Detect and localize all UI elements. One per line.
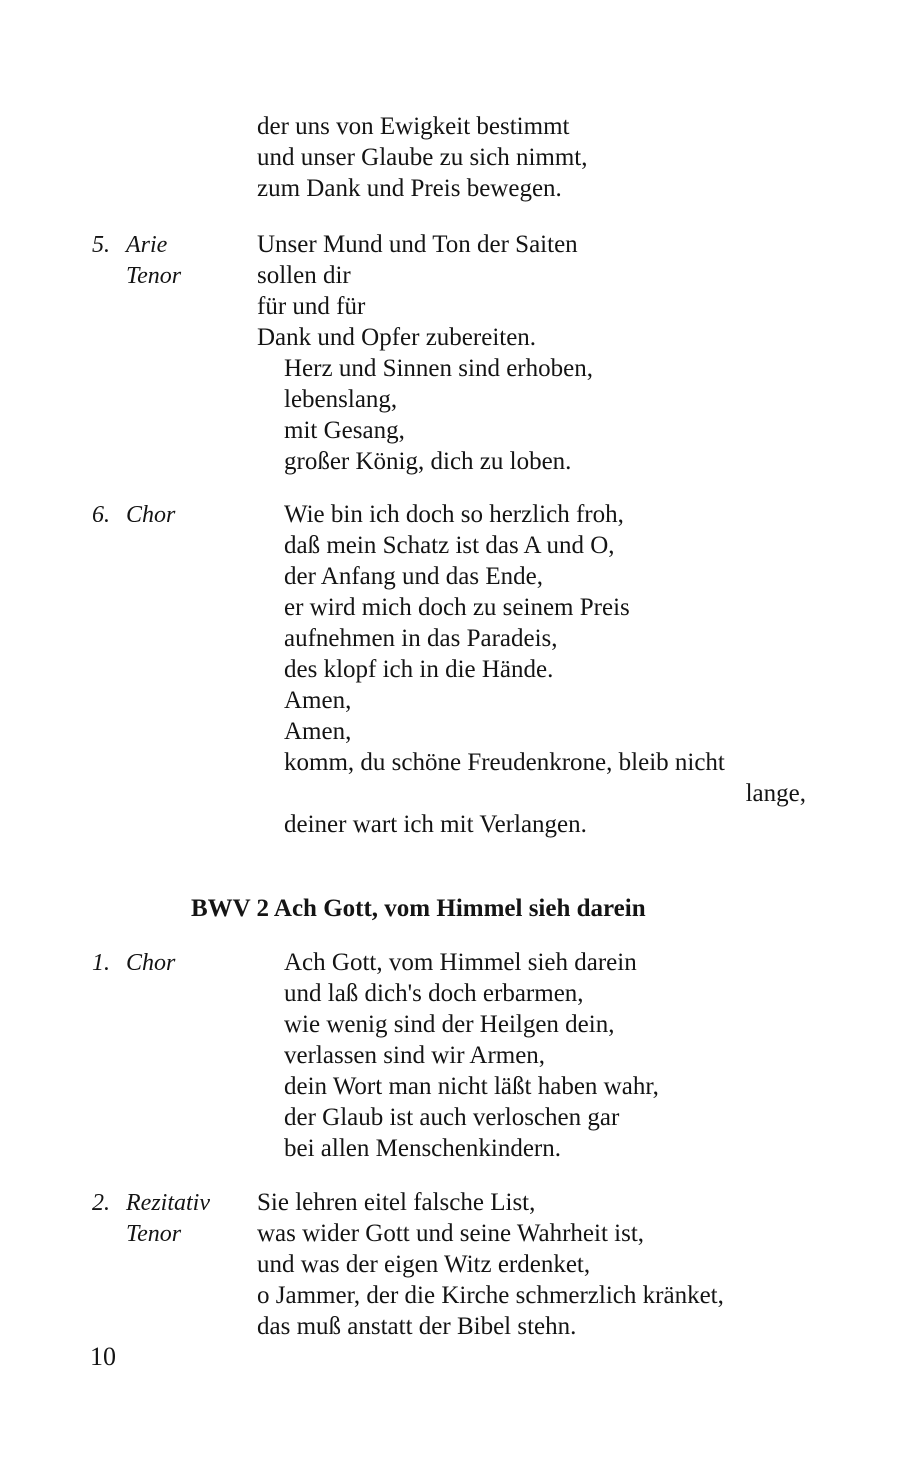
text-line: Ach Gott, vom Himmel sieh darein	[284, 949, 637, 976]
text-line: Unser Mund und Ton der Saiten	[257, 231, 578, 258]
text-line: der uns von Ewigkeit bestimmt	[257, 113, 570, 140]
movement-number: 6.	[92, 502, 110, 528]
text-line-indented: mit Gesang,	[284, 417, 405, 444]
text-line: das muß anstatt der Bibel stehn.	[257, 1313, 577, 1340]
text-line: verlassen sind wir Armen,	[284, 1042, 546, 1069]
text-line: der Anfang und das Ende,	[284, 563, 543, 590]
text-line: Dank und Opfer zubereiten.	[257, 324, 537, 351]
movement-voice: Tenor	[126, 263, 182, 289]
text-line: und laß dich's doch erbarmen,	[284, 980, 584, 1007]
text-line: er wird mich doch zu seinem Preis	[284, 594, 630, 621]
text-line: zum Dank und Preis bewegen.	[257, 175, 562, 202]
movement-voice: Tenor	[126, 1221, 182, 1247]
text-line: deiner wart ich mit Verlangen.	[284, 811, 587, 838]
text-line-overflow: lange,	[745, 780, 806, 807]
page-number: 10	[90, 1342, 116, 1371]
text-line-indented: lebenslang,	[284, 386, 398, 413]
text-line: Sie lehren eitel falsche List,	[257, 1189, 536, 1216]
movement-type: Arie	[126, 232, 168, 258]
text-line-indented: Herz und Sinnen sind erhoben,	[284, 355, 593, 382]
text-line: dein Wort man nicht läßt haben wahr,	[284, 1073, 659, 1100]
text-line: für und für	[257, 293, 366, 320]
text-line: aufnehmen in das Paradeis,	[284, 625, 558, 652]
cantata-heading: BWV 2 Ach Gott, vom Himmel sieh darein	[191, 895, 646, 922]
text-line: was wider Gott und seine Wahrheit ist,	[257, 1220, 645, 1247]
text-line: Amen,	[284, 687, 352, 714]
text-line: sollen dir	[257, 262, 351, 289]
text-line: der Glaub ist auch verloschen gar	[284, 1104, 620, 1131]
movement-type: Rezitativ	[126, 1190, 210, 1216]
text-line: komm, du schöne Freudenkrone, bleib nicht	[284, 749, 725, 776]
text-line: des klopf ich in die Hände.	[284, 656, 554, 683]
text-line-indented: großer König, dich zu loben.	[284, 448, 572, 475]
text-line: und was der eigen Witz erdenket,	[257, 1251, 591, 1278]
movement-type: Chor	[126, 950, 176, 976]
text-line: Wie bin ich doch so herzlich froh,	[284, 501, 624, 528]
text-line: und unser Glaube zu sich nimmt,	[257, 144, 588, 171]
movement-type: Chor	[126, 502, 176, 528]
movement-number: 5.	[92, 232, 110, 258]
movement-number: 1.	[92, 950, 110, 976]
text-line: o Jammer, der die Kirche schmerzlich kränket,	[257, 1282, 724, 1309]
text-line: Amen,	[284, 718, 352, 745]
text-line: daß mein Schatz ist das A und O,	[284, 532, 615, 559]
movement-number: 2.	[92, 1190, 110, 1216]
text-line: bei allen Menschenkindern.	[284, 1135, 561, 1162]
text-line: wie wenig sind der Heilgen dein,	[284, 1011, 615, 1038]
